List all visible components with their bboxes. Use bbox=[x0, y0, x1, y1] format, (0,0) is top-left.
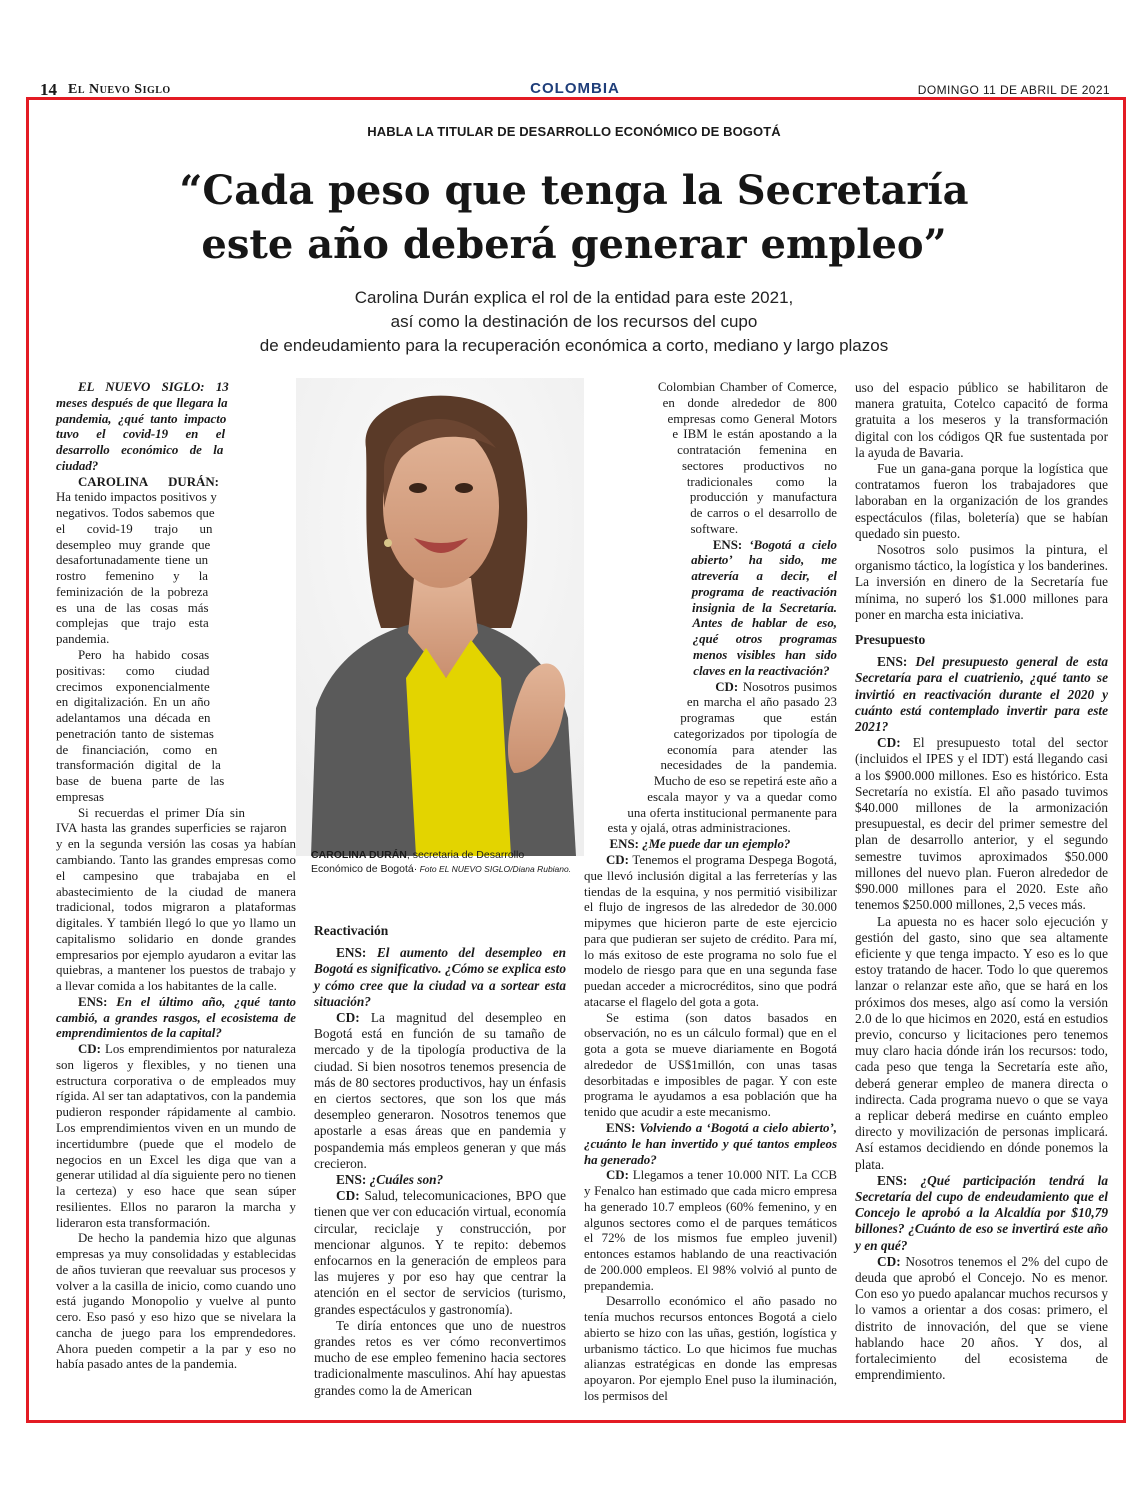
speaker: CD: bbox=[606, 1168, 629, 1183]
photo-credit: Foto EL NUEVO SIGLO/Diana Rubiano. bbox=[417, 864, 572, 874]
speaker: CD: bbox=[606, 852, 629, 867]
answer-text: Nosotros tenemos el 2% del cupo de deuda que aprobó el Concejo. No es menor. Con eso yo puedo apalancar muchos recursos y lo vamos a orientar a dos cosas: primero, el distrito de innovación, del que se viene hablando hace 20 años. Y dos, al fortalecimiento del ecosistema de emprendimiento. bbox=[855, 1253, 1108, 1383]
headline-line: este año deberá generar empleo” bbox=[201, 221, 947, 268]
answer-text: Nosotros pusimos en marcha el año pasado 23 programas que están categorizados por tipología de economía para atender las necesidades de la pandemia. Mucho de eso se repetirá este año a escala mayor y va a quedar como una oferta institucional permanente para esta y ojalá, otras administraciones. bbox=[607, 679, 837, 836]
paragraph: Fue un gana-gana porque la logística que contratamos fueron los trabajadores que laboraban en la organización de los grandes espectáculos (filas, boletería) que se habían quedado sin puesto. bbox=[855, 461, 1108, 541]
answer-text: Ha tenido impactos positivos y negativos. Todos sabemos que el covid-19 trajo un desempleo muy grande que desafortunadamente tiene un rostro femenino y la feminización de la pobreza es una de las cosas más complejas que trajo esta pandemia. bbox=[56, 490, 217, 647]
question-text: ¿Me puede dar un ejemplo? bbox=[638, 837, 791, 852]
question: EL NUEVO SIGLO: 13 meses después de que llegara la pandemia, ¿qué tanto impacto tuvo el covid-19 en el desarrollo económico de la ciudad? bbox=[56, 380, 229, 473]
question bbox=[56, 995, 296, 1042]
speaker: CD: bbox=[336, 1010, 360, 1026]
question bbox=[314, 1172, 566, 1188]
question bbox=[855, 654, 1108, 735]
kicker: HABLA LA TITULAR DE DESARROLLO ECONÓMICO DE BOGOTÁ bbox=[367, 124, 781, 139]
issue-date: DOMINGO 11 DE ABRIL DE 2021 bbox=[917, 83, 1110, 97]
newspaper-name: El Nuevo Siglo bbox=[68, 82, 171, 97]
question-text: El aumento del desempleo en Bogotá es significativo. ¿Cómo se explica esto y cómo cree que la ciudad va a sortear esta situación? bbox=[314, 945, 566, 1009]
answer bbox=[314, 1188, 566, 1318]
question bbox=[584, 837, 837, 853]
caption-text: , secretaria de Desarrollo Económico de Bogotá· bbox=[311, 849, 525, 875]
question-text: En el último año, ¿qué tanto cambió, a grandes rasgos, el ecosistema de emprendimientos de la capital? bbox=[56, 994, 296, 1041]
question-text: ¿Cuáles son? bbox=[366, 1172, 444, 1188]
answer-text: Salud, telecomunicaciones, BPO que tienen que ver con educación virtual, economía circular, reciclaje y construcción, por mencionar algunos. Y te repito: debemos enfocarnos en la generación de empleos para las mujeres y por eso hay que centrar la atención en el sector de servicios (turismo, grandes espectáculos y gastronomía). bbox=[314, 1188, 566, 1317]
deck-line: de endeudamiento para la recuperación económica a corto, mediano y largo plazos bbox=[259, 336, 889, 355]
speaker: ENS: bbox=[606, 1120, 636, 1135]
speaker: CD: bbox=[877, 735, 901, 751]
speaker: CD: bbox=[877, 1253, 901, 1269]
deck-line: así como la destinación de los recursos del cupo bbox=[390, 312, 758, 331]
question bbox=[855, 1173, 1108, 1254]
speaker: ENS: bbox=[877, 1172, 908, 1188]
section-title: COLOMBIA bbox=[530, 80, 620, 97]
answer bbox=[56, 1042, 296, 1231]
speaker: ENS: bbox=[609, 837, 639, 852]
paragraph: uso del espacio público se habilitaron de manera gratuita, Cotelco capacitó de forma gratuita a los meseros y la transformación digital con los códigos QR fue sustentada por la ayuda de Bavaria. bbox=[855, 380, 1108, 460]
photo-caption bbox=[311, 848, 573, 876]
question bbox=[584, 1121, 837, 1168]
deck bbox=[0, 286, 1148, 358]
answer-text: Llegamos a tener 10.000 NIT. La CCB y Fenalco han estimado que cada micro empresa ha generado 10.7 empleos (60% femenino, y en algunos sectores como el de parques temáticos el 72% de los mismos fue empleo juvenil) entonces estamos hablando de una reactivación de 200.000 empleos. El 98% volvió al punto de prepandemia. bbox=[584, 1168, 837, 1293]
column-2 bbox=[314, 914, 566, 1399]
answer bbox=[855, 1254, 1108, 1384]
answer bbox=[584, 1168, 837, 1294]
answer-text: La magnitud del desempleo en Bogotá está en función de su tamaño de mercado y de la tipología productiva de la ciudad. Si bien nosotros tenemos presencia de más de 80 sectores productivos, hay un énfasis en ciertos sectores, que son los que más desempleo generaron. Nosotros tenemos que apostarle a esas áreas que en pandemia y pospandemia más empleos generan y que más crecieron. bbox=[314, 1010, 566, 1171]
answer bbox=[314, 1010, 566, 1172]
paragraph: Si recuerdas el primer Día sin IVA hasta las grandes superficies se rajaron y en la segunda versión las cosas ya habían cambiando. Tanto las grandes empresas como el campesino que trabajaba en el abastecimiento de la ciudad de manera tradicional, todos migraron a plataformas digitales. Y también llegó lo que yo llamo un capitalismo solidario en donde grandes empresarios por ejemplo ayudaron a evitar las quiebras, a mantener los puestos de trabajo y a llevar comida a los habitantes de la calle. bbox=[56, 805, 296, 994]
paragraph: Colombian Chamber of Comerce, en donde alrededor de 800 empresas como General Motors e IBM le están apostando a la contratación femenina en sectores productivos no tradicionales como la producción y manufactura de carros o el desarrollo de software. bbox=[657, 380, 837, 536]
speaker: CAROLINA DURÁN: bbox=[78, 474, 219, 489]
answer-text: Tenemos el programa Despega Bogotá, que llevó inclusión digital a las ferreterías y las tiendas de la esquina, y nos permitió visibilizar el flujo de ingresos de las alrededor de 30.000 mipymes que hicieron parte de este ejercicio para que pudieran ser sujeto de crédito. Para mí, lo más exitoso de este programa no solo fue el modelo de riesgo para que en una segunda fase puedan acceder a microcréditos, sino que podrá atacarse el flagelo del gota a gota. bbox=[584, 852, 837, 1009]
speaker: ENS: bbox=[336, 1172, 367, 1188]
headline bbox=[0, 164, 1148, 272]
subhead: Reactivación bbox=[314, 923, 389, 938]
paragraph: Te diría entonces que uno de nuestros grandes retos es ver cómo reconvertimos mucho de ese empleo femenino hacia sectores tradicionalmente masculinos. Ahí hay apuestas grandes como la de American bbox=[314, 1317, 566, 1398]
column-4 bbox=[855, 380, 1108, 1383]
paragraph: Pero ha habido cosas positivas: como ciudad crecimos exponencialmente en digitalización. En un año adelantamos una década en penetración tanto de sistemas de financiación, como en transformación digital de la base de buena parte de las empresas bbox=[56, 648, 225, 804]
deck-line: Carolina Durán explica el rol de la entidad para este 2021, bbox=[354, 288, 794, 307]
paragraph: Nosotros solo pusimos la pintura, el organismo táctico, la logística y los banderines. La inversión en dinero de la Secretaría fue mínima, no superó los $1.000 millones para poner en marcha esta iniciativa. bbox=[855, 542, 1108, 622]
question-text: Del presupuesto general de esta Secretaría para el cuatrienio, ¿qué tanto se invirtió en reactivación durante el 2020 y cuánto está contemplado invertir para este 2021? bbox=[855, 654, 1108, 735]
subhead: Presupuesto bbox=[855, 632, 926, 648]
paragraph: La apuesta no es hacer solo ejecución y gestión del gasto, sino que sea altamente eficiente y que tenga impacto. Y eso es lo que estoy tratando de hacer. Todo lo que queremos lanzar o relanzar este año, que se hará en los próximos dos meses, algo así como la versión 2.0 de lo que hicimos en 2020, está en estudios previo, concurso y licitaciones pero tenemos muy claro hacia dónde irán los recursos: todo, cada peso que tenga la Secretaría este año, deberá generar empleo de manera directa o indirecta. Cada programa nuevo o que se vaya a replicar deberá medirse en cuánto empleo directo y movilización de personas implicará. Así estamos decidiendo en dónde ponemos la plata. bbox=[855, 913, 1108, 1172]
answer-text: El presupuesto total del sector (incluidos el IPES y el IDT) está llegando casi a los $900.000 millones. Eso es histórico. Esta Secretaría no existía. El año pasado tuvimos $40.000 millones de la armonización presupuestal, es decir del primer semestre del plan de desarrollo anterior, y el segundo semestre tuvimos aproximados $50.000 millones del nuevo plan. Fueron alrededor de $90.000 millones para el 2020. Este año tenemos $250.000 millones, 2,5 veces más. bbox=[855, 735, 1108, 913]
speaker: CD: bbox=[336, 1188, 360, 1204]
speaker: ENS: bbox=[877, 654, 908, 670]
question bbox=[314, 945, 566, 1010]
paragraph: De hecho la pandemia hizo que algunas empresas ya muy consolidadas y establecidas de años tuvieran que reevaluar sus procesos y volver a la casilla de inicio, como cuando uno está jugando Monopolio y vuelve al punto cero. Eso pasó y eso hizo que se nivelara la cancha de juego para los emprendedores. Ahora pueden competir a la par y eso no había pasado antes de la pandemia. bbox=[56, 1231, 296, 1372]
speaker: ENS: bbox=[712, 537, 743, 552]
speaker: ENS: bbox=[78, 994, 108, 1009]
column-1 bbox=[56, 380, 296, 1373]
speaker: CD: bbox=[78, 1042, 101, 1057]
portrait-illustration bbox=[296, 378, 584, 856]
column-3 bbox=[584, 380, 837, 1405]
caption-name: CAROLINA DURÁN bbox=[311, 849, 407, 861]
paragraph: Se estima (son datos basados en observación, no es un cálculo formal) que en el gota a gota se mueve diariamente en Bogotá alrededor de US$1millón, con unas tasas desorbitadas e imposibles de pagar. Y con este programa le ayudamos a esa población que ha tenido que acudir a este mecanismo. bbox=[584, 1010, 837, 1120]
portrait-photo bbox=[296, 378, 584, 856]
masthead bbox=[40, 80, 1110, 98]
question-text: Volviendo a ‘Bogotá a cielo abierto’, ¿cuánto le han invertido y qué tantos empleos ha generado? bbox=[584, 1120, 837, 1167]
speaker: ENS: bbox=[336, 945, 367, 961]
page-number: 14 bbox=[40, 80, 57, 99]
paragraph: Desarrollo económico el año pasado no tenía muchos recursos entonces Bogotá a cielo abierto se hizo con las uñas, gestión, logística y urbanismo táctico. Lo que hicimos fue muchas alianzas estratégicas en donde las empresas apoyaron. Por ejemplo Enel puso la iluminación, los permisos del bbox=[584, 1294, 837, 1403]
question-text: ‘Bogotá a cielo abierto’ ha sido, me atrevería a decir, el programa de reactivación insignia de la Secretaría. Antes de hablar de eso, ¿qué otros programas menos visibles han sido claves en la reactivación? bbox=[691, 537, 837, 678]
answer bbox=[584, 853, 837, 1011]
answer-text: Los emprendimientos por naturaleza son ligeros y flexibles, y no tienen una estructura corporativa o de empleados muy rígida. Al ser tan adaptativos, con la pandemia pudieron responder rápidamente al cambio. Los emprendimientos viven en un mundo de incertidumbre (puede que el modelo de negocios en un Excel les diga que van a generar utilidad al día siguiente pero no tienen la certeza) y eso hace que sean súper resilientes. Ellos no pararon la marcha y lideraron esta transformación. bbox=[56, 1042, 296, 1230]
headline-line: “Cada peso que tenga la Secretaría bbox=[179, 167, 969, 214]
question-text: ¿Qué participación tendrá la Secretaría del cupo de endeudamiento que el Concejo le aprobó a la Alcaldía por $10,79 billones? ¿Cuánto de eso se invertirá este año y en qué? bbox=[855, 1172, 1108, 1253]
speaker: CD: bbox=[715, 679, 739, 694]
answer bbox=[855, 735, 1108, 913]
